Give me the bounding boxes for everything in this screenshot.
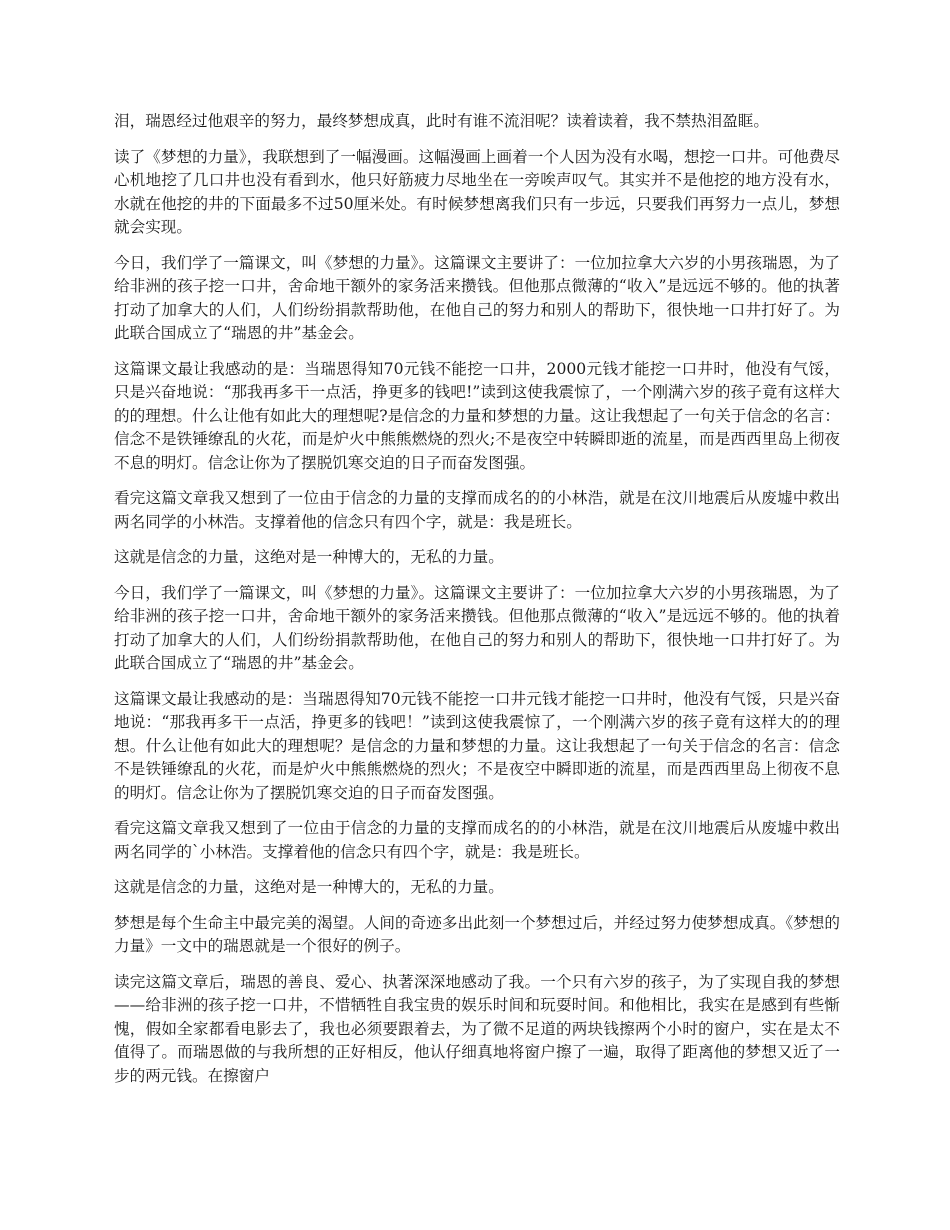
paragraph-5: 看完这篇文章我又想到了一位由于信念的力量的支撑而成名的的小林浩，就是在汶川地震后从废墟中救出两名同学的小林浩。支撑着他的信念只有四个字，就是：我是班长。 [114, 489, 840, 531]
paragraph-9: 看完这篇文章我又想到了一位由于信念的力量的支撑而成名的的小林浩，就是在汶川地震后从废墟中救出两名同学的`小林浩。支撑着他的信念只有四个字，就是：我是班长。 [114, 819, 840, 861]
paragraph-6: 这就是信念的力量，这绝对是一种博大的，无私的力量。 [114, 548, 504, 566]
paragraph-7: 今日，我们学了一篇课文，叫《梦想的力量》。这篇课文主要讲了：一位加拉拿大六岁的小男孩瑞恩，为了给非洲的孩子挖一口井，舍命地干额外的家务活来攒钱。但他那点微薄的“收入”是远远不够的。他的执着打动了加拿大的人们，人们纷纷捐款帮助他，在他自己的努力和别人的帮助下，很快地一口井打好了。为此联合国成立了“瑞恩的井”基金会。 [114, 583, 840, 672]
paragraph-1: 泪，瑞恩经过他艰辛的努力，最终梦想成真，此时有谁不流泪呢？读着读着，我不禁热泪盈眶。 [114, 112, 769, 130]
paragraph-10: 这就是信念的力量，这绝对是一种博大的，无私的力量。 [114, 878, 504, 896]
paragraph-12: 读完这篇文章后，瑞恩的善良、爱心、执著深深地感动了我。一个只有六岁的孩子，为了实现自我的梦想——给非洲的孩子挖一口井，不惜牺牲自我宝贵的娱乐时间和玩耍时间。和他相比，我实在是感到有些惭愧，假如全家都看电影去了，我也必须要跟着去，为了微不足道的两块钱擦两个小时的窗户，实在是太不值得了。而瑞恩做的与我所想的正好相反，他认仔细真地将窗户擦了一遍，取得了距离他的梦想又近了一步的两元钱。在擦窗户 [114, 972, 840, 1085]
paragraph-3: 今日，我们学了一篇课文，叫《梦想的力量》。这篇课文主要讲了：一位加拉拿大六岁的小男孩瑞恩，为了给非洲的孩子挖一口井，舍命地干额外的家务活来攒钱。但他那点微薄的“收入”是远远不够的。他的执著打动了加拿大的人们，人们纷纷捐款帮助他，在他自己的努力和别人的帮助下，很快地一口井打好了。为此联合国成立了“瑞恩的井”基金会。 [114, 253, 840, 342]
paragraph-2: 读了《梦想的力量》，我联想到了一幅漫画。这幅漫画上画着一个人因为没有水喝，想挖一口井。可他费尽心机地挖了几口井也没有看到水，他只好筋疲力尽地坐在一旁唉声叹气。其实并不是他挖的地方没有水，水就在他挖的井的下面最多不过50厘米处。有时候梦想离我们只有一步远，只要我们再努力一点儿，梦想就会实现。 [114, 147, 840, 236]
paragraph-11: 梦想是每个生命主中最完美的渴望。人间的奇迹多出此刻一个梦想过后，并经过努力使梦想成真。《梦想的力量》一文中的瑞恩就是一个很好的例子。 [114, 913, 840, 955]
paragraph-4: 这篇课文最让我感动的是：当瑞恩得知70元钱不能挖一口井，2000元钱才能挖一口井时，他没有气馁，只是兴奋地说：“那我再多干一点活，挣更多的钱吧!”读到这使我震惊了，一个刚满六岁的孩子竟有这样大的的理想。什么让他有如此大的理想呢?是信念的力量和梦想的力量。这让我想起了一句关于信念的名言：信念不是铁锤缭乱的火花，而是炉火中熊熊燃烧的烈火;不是夜空中转瞬即逝的流星，而是西西里岛上彻夜不息的明灯。信念让你为了摆脱饥寒交迫的日子而奋发图强。 [114, 359, 840, 472]
paragraph-8: 这篇课文最让我感动的是：当瑞恩得知70元钱不能挖一口井元钱才能挖一口井时，他没有气馁，只是兴奋地说：“那我再多干一点活，挣更多的钱吧！”读到这使我震惊了，一个刚满六岁的孩子竟有这样大的的理想。什么让他有如此大的理想呢？是信念的力量和梦想的力量。这让我想起了一句关于信念的名言：信念不是铁锤缭乱的火花，而是炉火中熊熊燃烧的烈火；不是夜空中瞬即逝的流星，而是西西里岛上彻夜不息的明灯。信念让你为了摆脱饥寒交迫的日子而奋发图强。 [114, 689, 840, 802]
document-body [114, 110, 840, 1100]
